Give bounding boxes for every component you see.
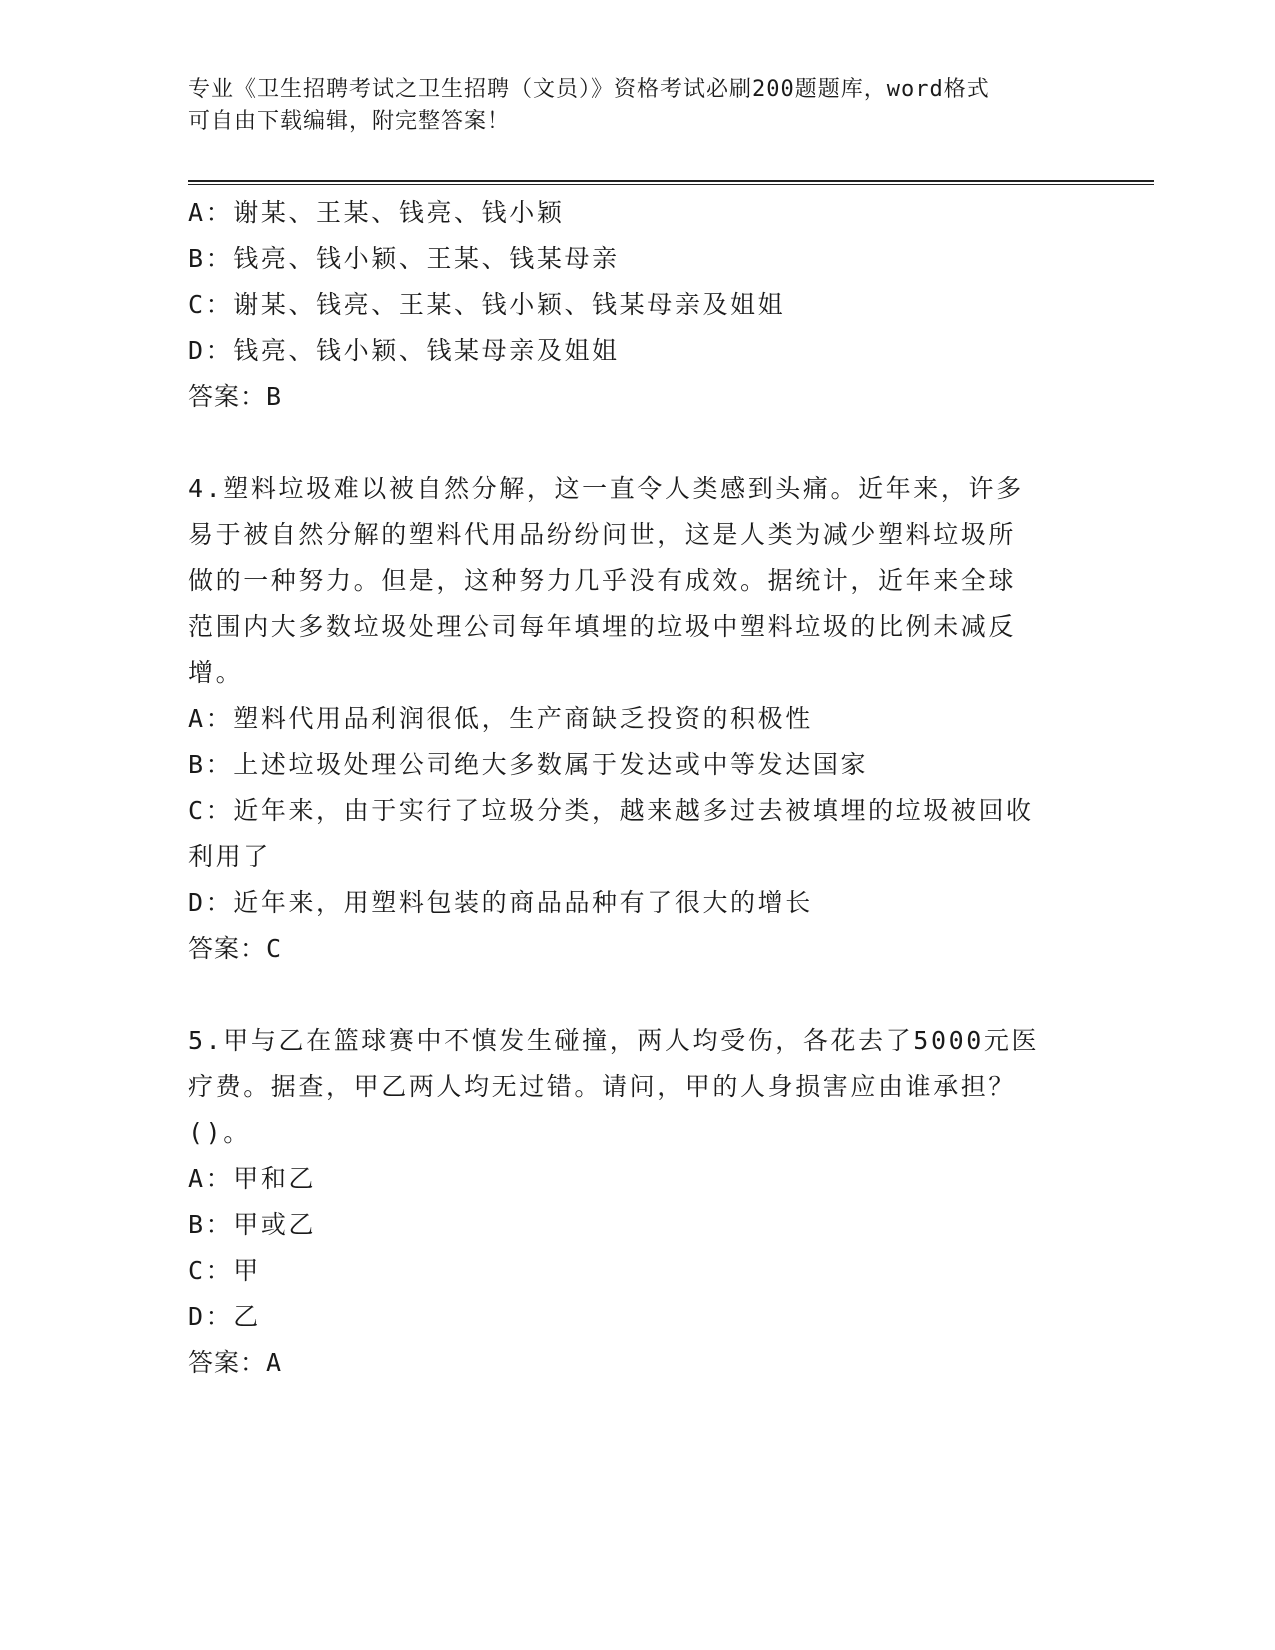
q4-stem-line-2: 易于被自然分解的塑料代用品纷纷问世，这是人类为减少塑料垃圾所 xyxy=(188,520,1017,549)
header-line-1: 专业《卫生招聘考试之卫生招聘（文员）》资格考试必刷200题题库，word格式 xyxy=(188,77,990,102)
q5-stem-line-3: ()。 xyxy=(188,1118,251,1147)
header-divider-thin xyxy=(188,184,1154,185)
question-4-block xyxy=(188,466,1078,972)
header-line-2: 可自由下载编辑，附完整答案！ xyxy=(188,109,511,134)
question-5-block xyxy=(188,1018,1078,1386)
q5-option-b: B：甲或乙 xyxy=(188,1210,317,1239)
q5-stem-line-1: 5.甲与乙在篮球赛中不慎发生碰撞，两人均受伤，各花去了5000元医 xyxy=(188,1026,1040,1055)
q4-option-d: D：近年来，用塑料包装的商品品种有了很大的增长 xyxy=(188,888,813,917)
q3-answer: 答案：B xyxy=(188,382,283,411)
q3-option-d: D：钱亮、钱小颖、钱某母亲及姐姐 xyxy=(188,336,620,365)
q4-stem-line-5: 增。 xyxy=(188,658,244,687)
q5-stem-line-2: 疗费。据查，甲乙两人均无过错。请问，甲的人身损害应由谁承担？ xyxy=(188,1072,1017,1101)
q4-stem-line-4: 范围内大多数垃圾处理公司每年填埋的垃圾中塑料垃圾的比例未减反 xyxy=(188,612,1017,641)
q5-answer: 答案：A xyxy=(188,1348,283,1377)
question-3-block xyxy=(188,190,1078,420)
q4-option-c-continued: 利用了 xyxy=(188,842,271,871)
header-divider-thick xyxy=(188,180,1154,182)
q3-option-b: B：钱亮、钱小颖、王某、钱某母亲 xyxy=(188,244,620,273)
q4-answer: 答案：C xyxy=(188,934,283,963)
q5-option-a: A：甲和乙 xyxy=(188,1164,317,1193)
q3-option-a: A：谢某、王某、钱亮、钱小颖 xyxy=(188,198,565,227)
q4-option-b: B：上述垃圾处理公司绝大多数属于发达或中等发达国家 xyxy=(188,750,869,779)
spacer xyxy=(188,420,1078,466)
q5-option-c: C：甲 xyxy=(188,1256,261,1285)
q4-option-c: C：近年来，由于实行了垃圾分类，越来越多过去被填埋的垃圾被回收 xyxy=(188,796,1034,825)
q5-option-d: D：乙 xyxy=(188,1302,261,1331)
q4-option-a: A：塑料代用品利润很低，生产商缺乏投资的积极性 xyxy=(188,704,813,733)
q4-stem-line-1: 4.塑料垃圾难以被自然分解，这一直令人类感到头痛。近年来，许多 xyxy=(188,474,1024,503)
q3-option-c: C：谢某、钱亮、王某、钱小颖、钱某母亲及姐姐 xyxy=(188,290,786,319)
document-header xyxy=(188,74,1088,138)
spacer xyxy=(188,972,1078,1018)
q4-stem-line-3: 做的一种努力。但是，这种努力几乎没有成效。据统计，近年来全球 xyxy=(188,566,1017,595)
question-content xyxy=(188,190,1078,1386)
